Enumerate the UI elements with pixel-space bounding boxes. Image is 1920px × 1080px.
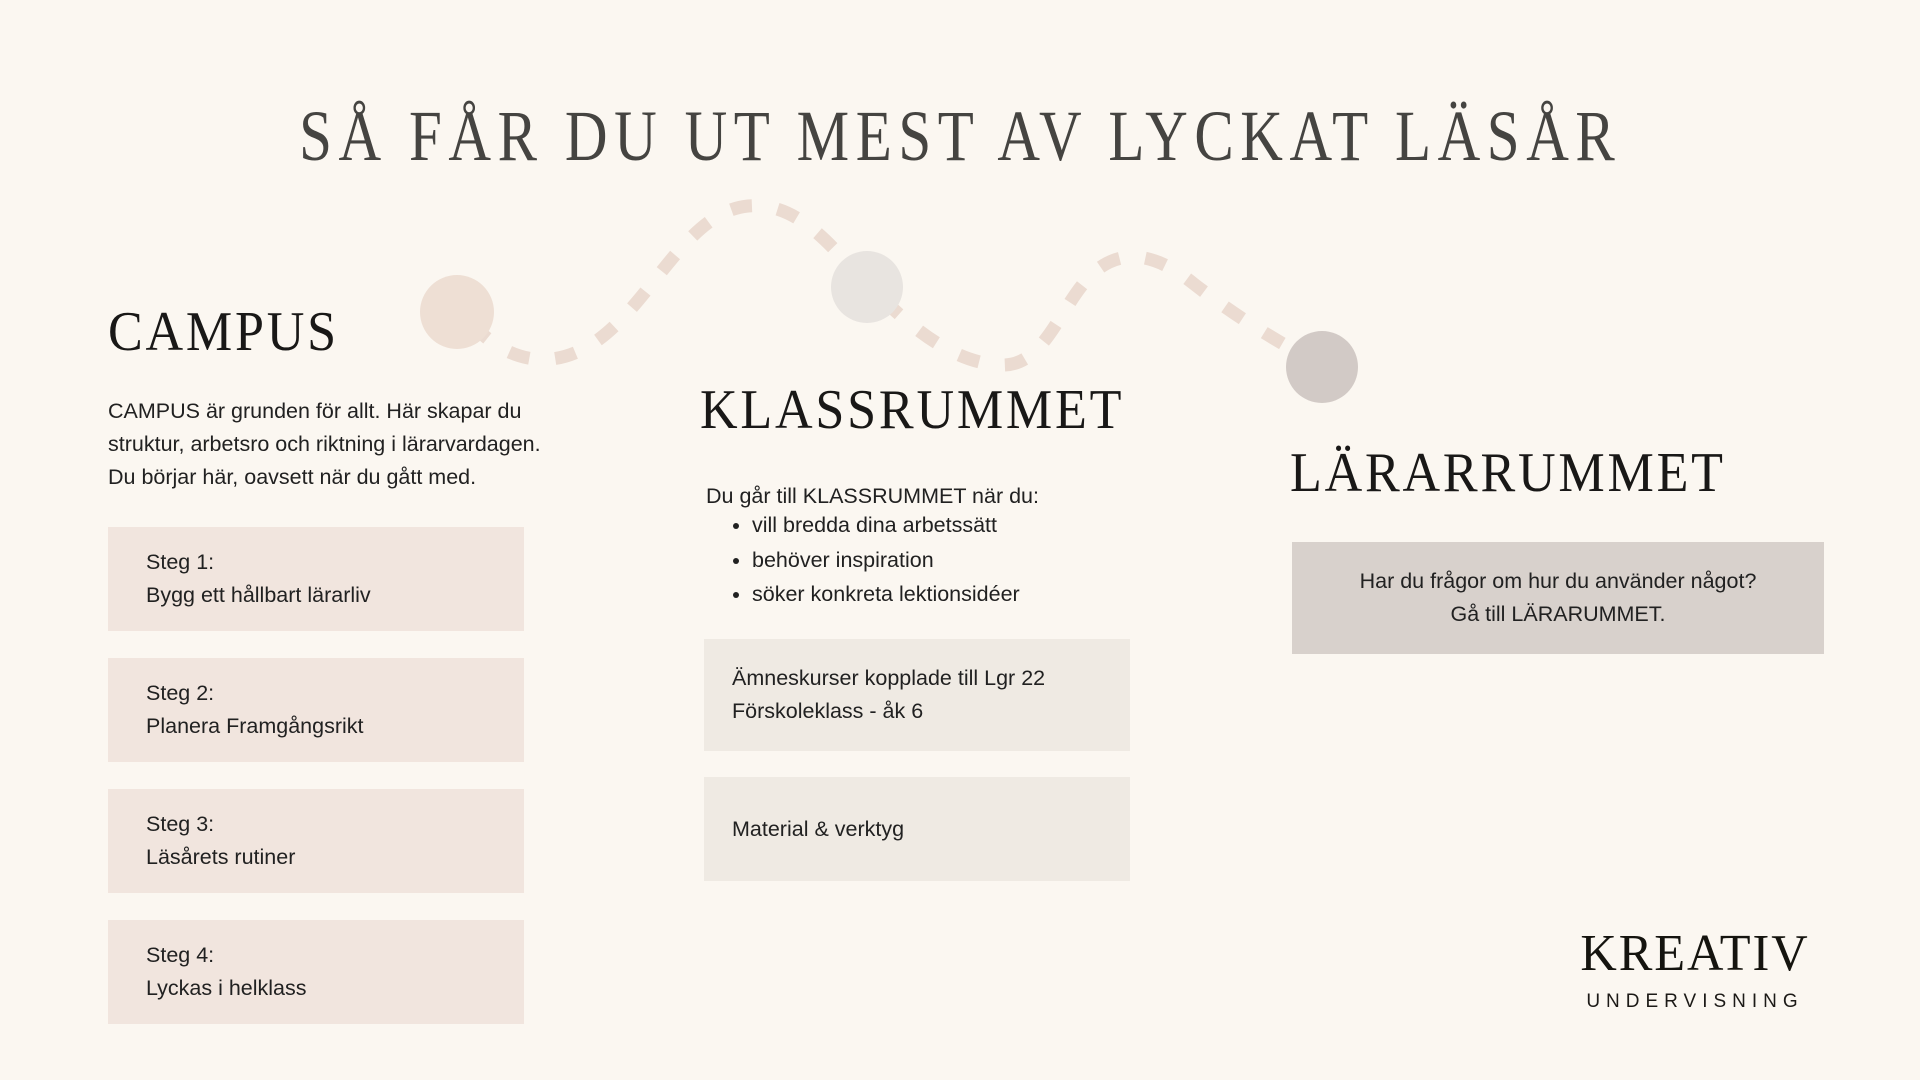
campus-step-3-card bbox=[108, 789, 524, 893]
campus-description bbox=[108, 395, 541, 494]
campus-description-line: CAMPUS är grunden för allt. Här skapar du bbox=[108, 399, 522, 423]
step-title: Planera Framgångsrikt bbox=[146, 714, 364, 738]
campus-step-1-card bbox=[108, 527, 524, 631]
step-title: Bygg ett hållbart lärarliv bbox=[146, 583, 371, 607]
page-title-text: SÅ FÅR DU UT MEST AV LYCKAT LÄSÅR bbox=[298, 96, 1622, 176]
bullet-item: • söker konkreta lektionsidéer bbox=[752, 577, 1020, 612]
card-line: Ämneskurser kopplade till Lgr 22 bbox=[732, 666, 1046, 690]
klassrummet-courses-card bbox=[704, 639, 1130, 751]
card-line: Förskoleklass - åk 6 bbox=[732, 699, 924, 723]
campus-step-4-card bbox=[108, 920, 524, 1024]
logo-subtitle: UNDERVISNING bbox=[1586, 991, 1804, 1012]
step-title: Läsårets rutiner bbox=[146, 845, 296, 869]
klassrummet-bullet-list bbox=[706, 508, 1020, 612]
klassrummet-heading: KLASSRUMMET bbox=[700, 379, 1125, 441]
bullet-item: • behöver inspiration bbox=[752, 543, 1020, 578]
campus-step-2-card bbox=[108, 658, 524, 762]
card-line: Har du frågor om hur du använder något? bbox=[1359, 569, 1757, 593]
campus-description-line: struktur, arbetsro och riktning i lärarvardagen. bbox=[108, 432, 541, 456]
path-node-klassrummet bbox=[831, 251, 903, 323]
dashed-path-line bbox=[472, 206, 1320, 365]
klassrummet-intro: Du går till KLASSRUMMET när du: bbox=[706, 484, 1039, 508]
lararrummet-info-card bbox=[1292, 542, 1824, 654]
step-label: Steg 3: bbox=[146, 812, 215, 836]
card-line: Gå till LÄRARUMMET. bbox=[1450, 602, 1666, 626]
card-line: Material & verktyg bbox=[732, 816, 905, 841]
bullet-item: • vill bredda dina arbetssätt bbox=[752, 508, 1020, 543]
step-label: Steg 1: bbox=[146, 550, 215, 574]
campus-heading: CAMPUS bbox=[108, 301, 339, 363]
campus-description-line: Du börjar här, oavsett när du gått med. bbox=[108, 465, 477, 489]
path-node-campus bbox=[420, 275, 494, 349]
step-label: Steg 2: bbox=[146, 681, 215, 705]
brand-logo bbox=[1566, 926, 1824, 1013]
page-title bbox=[0, 95, 1920, 178]
lararrummet-heading: LÄRARRUMMET bbox=[1290, 442, 1726, 504]
path-node-lararrummet bbox=[1286, 331, 1358, 403]
step-title: Lyckas i helklass bbox=[146, 976, 307, 1000]
logo-wordmark: KREATIV bbox=[1580, 925, 1810, 982]
klassrummet-materials-card bbox=[704, 777, 1130, 881]
step-label: Steg 4: bbox=[146, 943, 215, 967]
